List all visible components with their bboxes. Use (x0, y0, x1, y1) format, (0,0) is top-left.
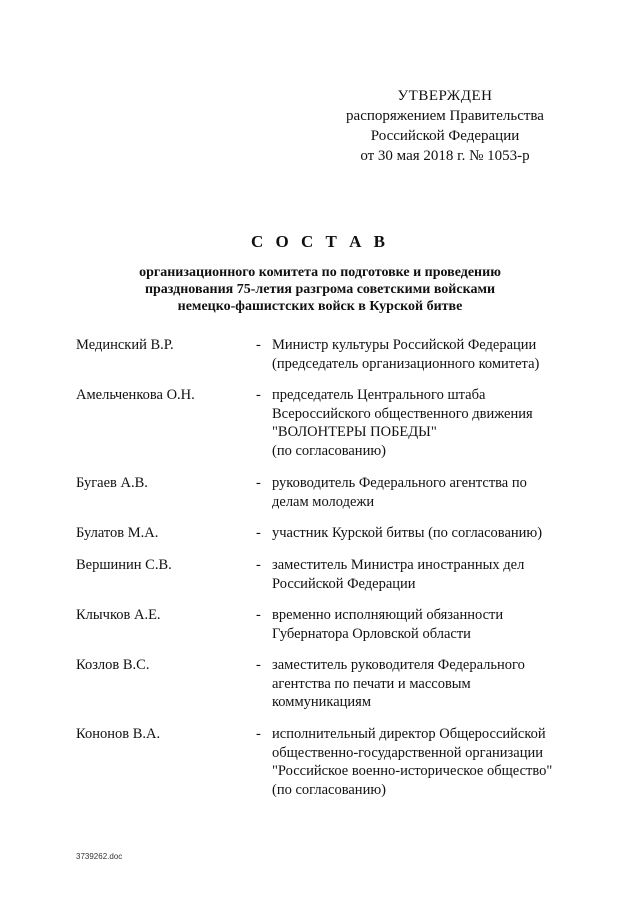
member-role (272, 556, 572, 593)
member-name: Кононов В.А. (76, 726, 161, 742)
member-role-line: общественно-государственной организации (272, 744, 543, 761)
document-filename: 3739262.doc (76, 852, 123, 861)
member-name: Вершинин С.В. (76, 557, 172, 573)
member-role-line: агентства по печати и массовым (272, 675, 471, 692)
member-row (76, 656, 576, 725)
member-role-line: Всероссийского общественного движения (272, 405, 533, 422)
member-role (272, 474, 572, 511)
member-role-line: участник Курской битвы (по согласованию) (272, 525, 543, 541)
member-name: Булатов М.А. (76, 525, 159, 541)
document-heading (0, 232, 640, 315)
dash-separator: - (256, 657, 261, 673)
dash-separator: - (256, 387, 261, 403)
document-subtitle-line-3: немецко-фашистских войск в Курской битве (177, 299, 463, 314)
member-row (76, 524, 576, 556)
approval-line-1: распоряжением Правительства (346, 108, 544, 124)
member-role-line: делам молодежи (272, 493, 375, 510)
member-role-line: Губернатора Орловской области (272, 625, 471, 642)
dash-separator: - (256, 557, 261, 573)
member-role-line: заместитель Министра иностранных дел (272, 557, 525, 573)
member-role (272, 656, 572, 712)
member-role-line: председатель Центрального штаба (272, 387, 486, 403)
dash-separator: - (256, 475, 261, 491)
member-role-line: коммуникациям (272, 694, 372, 710)
member-row (76, 725, 576, 801)
member-name: Клычков А.Е. (76, 607, 161, 623)
member-role-line: (председатель организационного комитета) (272, 355, 540, 372)
member-role-line: "Российское военно-историческое общество" (272, 763, 553, 779)
member-role (272, 524, 572, 543)
approval-title: УТВЕРЖДЕН (397, 88, 493, 104)
dash-separator: - (256, 337, 261, 353)
member-row (76, 556, 576, 606)
member-row (76, 336, 576, 386)
member-name: Бугаев А.В. (76, 475, 148, 491)
approval-block (330, 86, 560, 166)
member-role-line: заместитель руководителя Федерального (272, 657, 525, 673)
member-row (76, 474, 576, 524)
member-name: Мединский В.Р. (76, 337, 174, 353)
member-role (272, 386, 572, 460)
member-name: Амельченкова О.Н. (76, 387, 195, 403)
approval-line-2: Российской Федерации (370, 128, 520, 144)
dash-separator: - (256, 525, 261, 541)
document-subtitle-line-1: организационного комитета по подготовке и проведению (139, 265, 501, 280)
member-row (76, 386, 576, 474)
member-list (76, 336, 576, 801)
member-row (76, 606, 576, 656)
document-subtitle-line-2: празднования 75-летия разгрома советскими войсками (144, 282, 496, 297)
dash-separator: - (256, 607, 261, 623)
document-title: С О С Т А В (251, 232, 389, 251)
member-role (272, 336, 572, 373)
member-role-line: Министр культуры Российской Федерации (272, 337, 537, 353)
dash-separator: - (256, 726, 261, 742)
member-role-line: (по согласованию) (272, 442, 386, 459)
member-role (272, 606, 572, 643)
member-role-line: временно исполняющий обязанности (272, 607, 504, 623)
member-role-line: руководитель Федерального агентства по (272, 475, 527, 491)
approval-line-3: от 30 мая 2018 г. № 1053-р (360, 148, 530, 164)
member-name: Козлов В.С. (76, 657, 150, 673)
member-role-line: "ВОЛОНТЕРЫ ПОБЕДЫ" (272, 424, 437, 440)
member-role (272, 725, 572, 799)
member-role-line: исполнительный директор Общероссийской (272, 726, 546, 742)
member-role-line: Российской Федерации (272, 575, 416, 592)
member-role-line: (по согласованию) (272, 781, 386, 798)
